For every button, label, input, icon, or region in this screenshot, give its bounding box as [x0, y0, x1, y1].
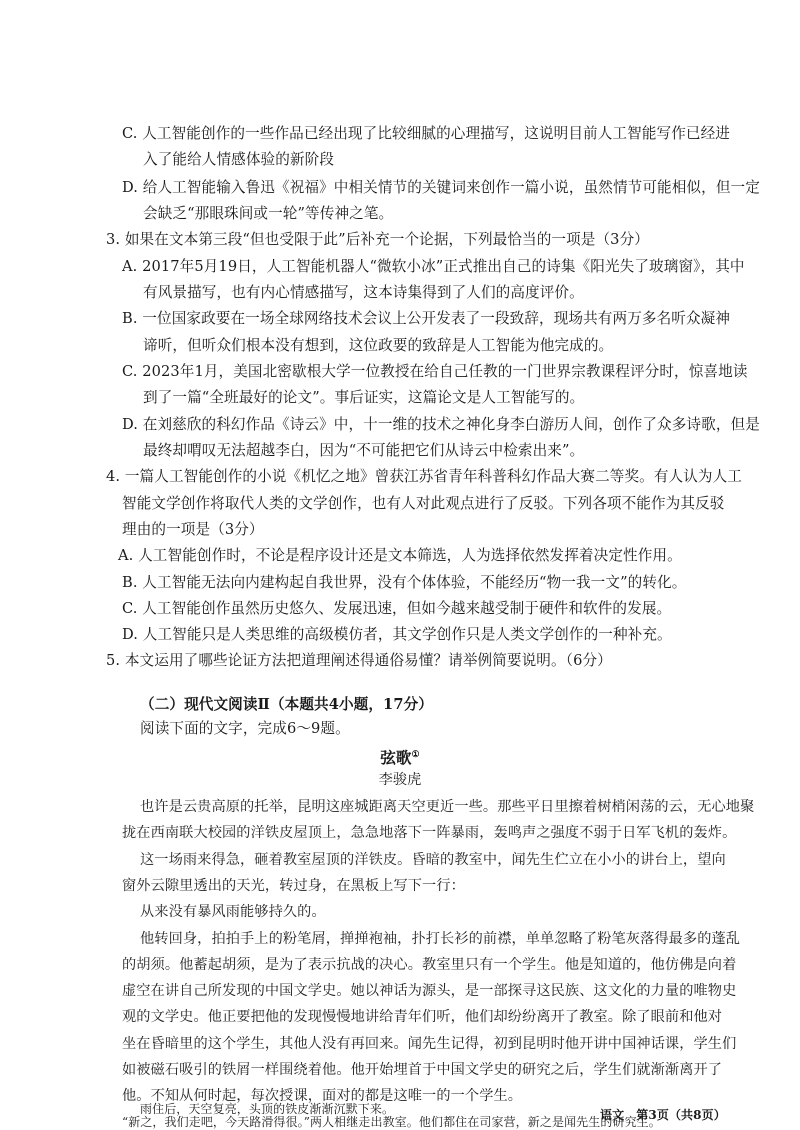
- q2-option-c-line2: 入了能给人情感体验的新阶段: [143, 151, 335, 168]
- passage-p3: 从来没有暴风雨能够持久的。: [140, 904, 326, 920]
- q3-option-d-line2: 最终却喟叹无法超越李白，因为“不可能把它们从诗云中检索出来”。: [143, 442, 585, 459]
- passage-p1-line1: 也许是云贵高原的托举，昆明这座城距离天空更近一些。那些平日里擦着树梢闲荡的云，无心地聚: [140, 799, 755, 815]
- q3-option-b-line2: 谛听，但听众们根本没有想到，这位政要的致辞是人工智能为他完成的。: [143, 337, 614, 354]
- passage-p4-line5: 坐在昏暗里的这个学生，其他人没有再回来。闻先生记得，初到昆明时他开讲中国神话课，学生们: [122, 1036, 737, 1052]
- q4-option-d: D. 人工智能只是人类思维的高级模仿者，其文学创作只是人类文学创作的一种补充。: [122, 626, 672, 643]
- page-footer: 语文 第3页（共8页）: [600, 1108, 726, 1122]
- q4-option-a: A. 人工智能创作时，不论是程序设计还是文本筛选，人为选择依然发挥着决定性作用。: [118, 547, 682, 564]
- passage-title-footnote-mark: ①: [411, 750, 420, 760]
- passage-p4-line2: 的胡须。他蓄起胡须，是为了表示抗战的决心。教室里只有一个学生。他是知道的，他仿佛是向着: [122, 957, 737, 973]
- q3-option-a-line1: A. 2017年5月19日，人工智能机器人“微软小冰”正式推出自己的诗集《阳光失了玻璃窗》，其中: [122, 258, 745, 275]
- q3-option-d-line1: D. 在刘慈欣的科幻作品《诗云》中，十一维的技术之神化身李白游历人间，创作了众多诗歌，但是: [122, 416, 760, 433]
- passage-p4-line6: 如被磁石吸引的铁屑一样围绕着他。他开始埋首于中国文学史的研究之后，学生们就渐渐离开了: [122, 1062, 723, 1078]
- passage-p4-line3: 虚空在讲自己所发现的中国文学史。她以神话为源头，是一部探寻这民族、这文化的力量的唯物史: [122, 983, 737, 999]
- q4-stem-line1: 4. 一篇人工智能创作的小说《机忆之地》曾获江苏省青年科普科幻作品大赛二等奖。有人认为人工: [106, 468, 743, 485]
- q3-option-b-line1: B. 一位国家政要在一场全球网络技术会议上公开发表了一段致辞，现场共有两万多名听众凝神: [122, 310, 731, 327]
- section2-heading: （二）现代文阅读Ⅱ（本题共4小题，17分）: [140, 696, 433, 713]
- passage-p1-line2: 拢在西南联大校园的洋铁皮屋顶上，急急地落下一阵暴雨，轰鸣声之强度不弱于日军飞机的轰炸。: [122, 825, 737, 841]
- q4-stem-line3: 理由的一项是（3分）: [122, 521, 264, 538]
- passage-p2-line1: 这一场雨来得急，砸着教室屋顶的洋铁皮。昏暗的教室中，闻先生伫立在小小的讲台上，望向: [140, 852, 726, 868]
- q4-stem-line2: 智能文学创作将取代人类的文学创作，也有人对此观点进行了反驳。下列各项不能作为其反驳: [122, 495, 725, 512]
- section2-instruction: 阅读下面的文字，完成6～9题。: [140, 720, 350, 737]
- q3-stem: 3. 如果在文本第三段“但也受限于此”后补充一个论据，下列最恰当的一项是（3分）: [106, 231, 649, 248]
- passage-p4-line4: 观的文学史。他正要把他的发现慢慢地讲给青年们听，他们却纷纷离开了教室。除了眼前和他对: [122, 1009, 723, 1025]
- passage-p4-line7: 他。不知从何时起，每次授课，面对的都是这唯一的一个学生。: [122, 1088, 523, 1104]
- passage-p4-line1: 他转回身，拍拍手上的粉笔屑，掸掸袍袖，扑打长衫的前襟，单单忽略了粉笔灰落得最多的蓬乱: [140, 931, 741, 947]
- passage-p2-line2: 窗外云隙里透出的天光，转过身，在黑板上写下一行：: [122, 878, 465, 894]
- passage-p5: 雨住后，天空复亮，头顶的铁皮渐渐沉默下来。: [140, 1102, 395, 1116]
- q4-option-b: B. 人工智能无法向内建构起自我世界，没有个体体验，不能经历“物一我一文”的转化。: [122, 574, 687, 591]
- q2-option-d-line1: D. 给人工智能输入鲁迅《祝福》中相关情节的关键词来创作一篇小说，虽然情节可能相似，但一定: [122, 179, 760, 196]
- q3-option-c-line1: C. 2023年1月，美国北密歇根大学一位教授在给自己任教的一门世界宗教课程评分时，惊喜地读: [122, 363, 748, 380]
- passage-p6: “新之，我们走吧，今天路滑得很。”两人相继走出教室。他们都住在司家营，新之是闻先生的研究生。: [122, 1115, 661, 1129]
- q2-option-d-line2: 会缺乏“那眼珠间或一轮”等传神之笔。: [143, 205, 394, 222]
- passage-title-text: 弦歌: [380, 748, 412, 768]
- q4-option-c: C. 人工智能创作虽然历史悠久、发展迅速，但如今越来越受制于硬件和软件的发展。: [122, 600, 672, 617]
- passage-title: [0, 745, 800, 768]
- q5-stem: 5. 本文运用了哪些论证方法把道理阐述得通俗易懂？请举例简要说明。（6分）: [106, 652, 612, 669]
- passage-author: 李骏虎: [378, 772, 422, 788]
- q3-option-a-line2: 有风景描写，也有内心情感描写，这本诗集得到了人们的高度评价。: [143, 284, 584, 301]
- q3-option-c-line2: 到了一篇“全班最好的论文”。事后证实，这篇论文是人工智能写的。: [143, 389, 585, 406]
- q2-option-c-line1: C. 人工智能创作的一些作品已经出现了比较细腻的心理描写，这说明目前人工智能写作已经进: [122, 125, 730, 142]
